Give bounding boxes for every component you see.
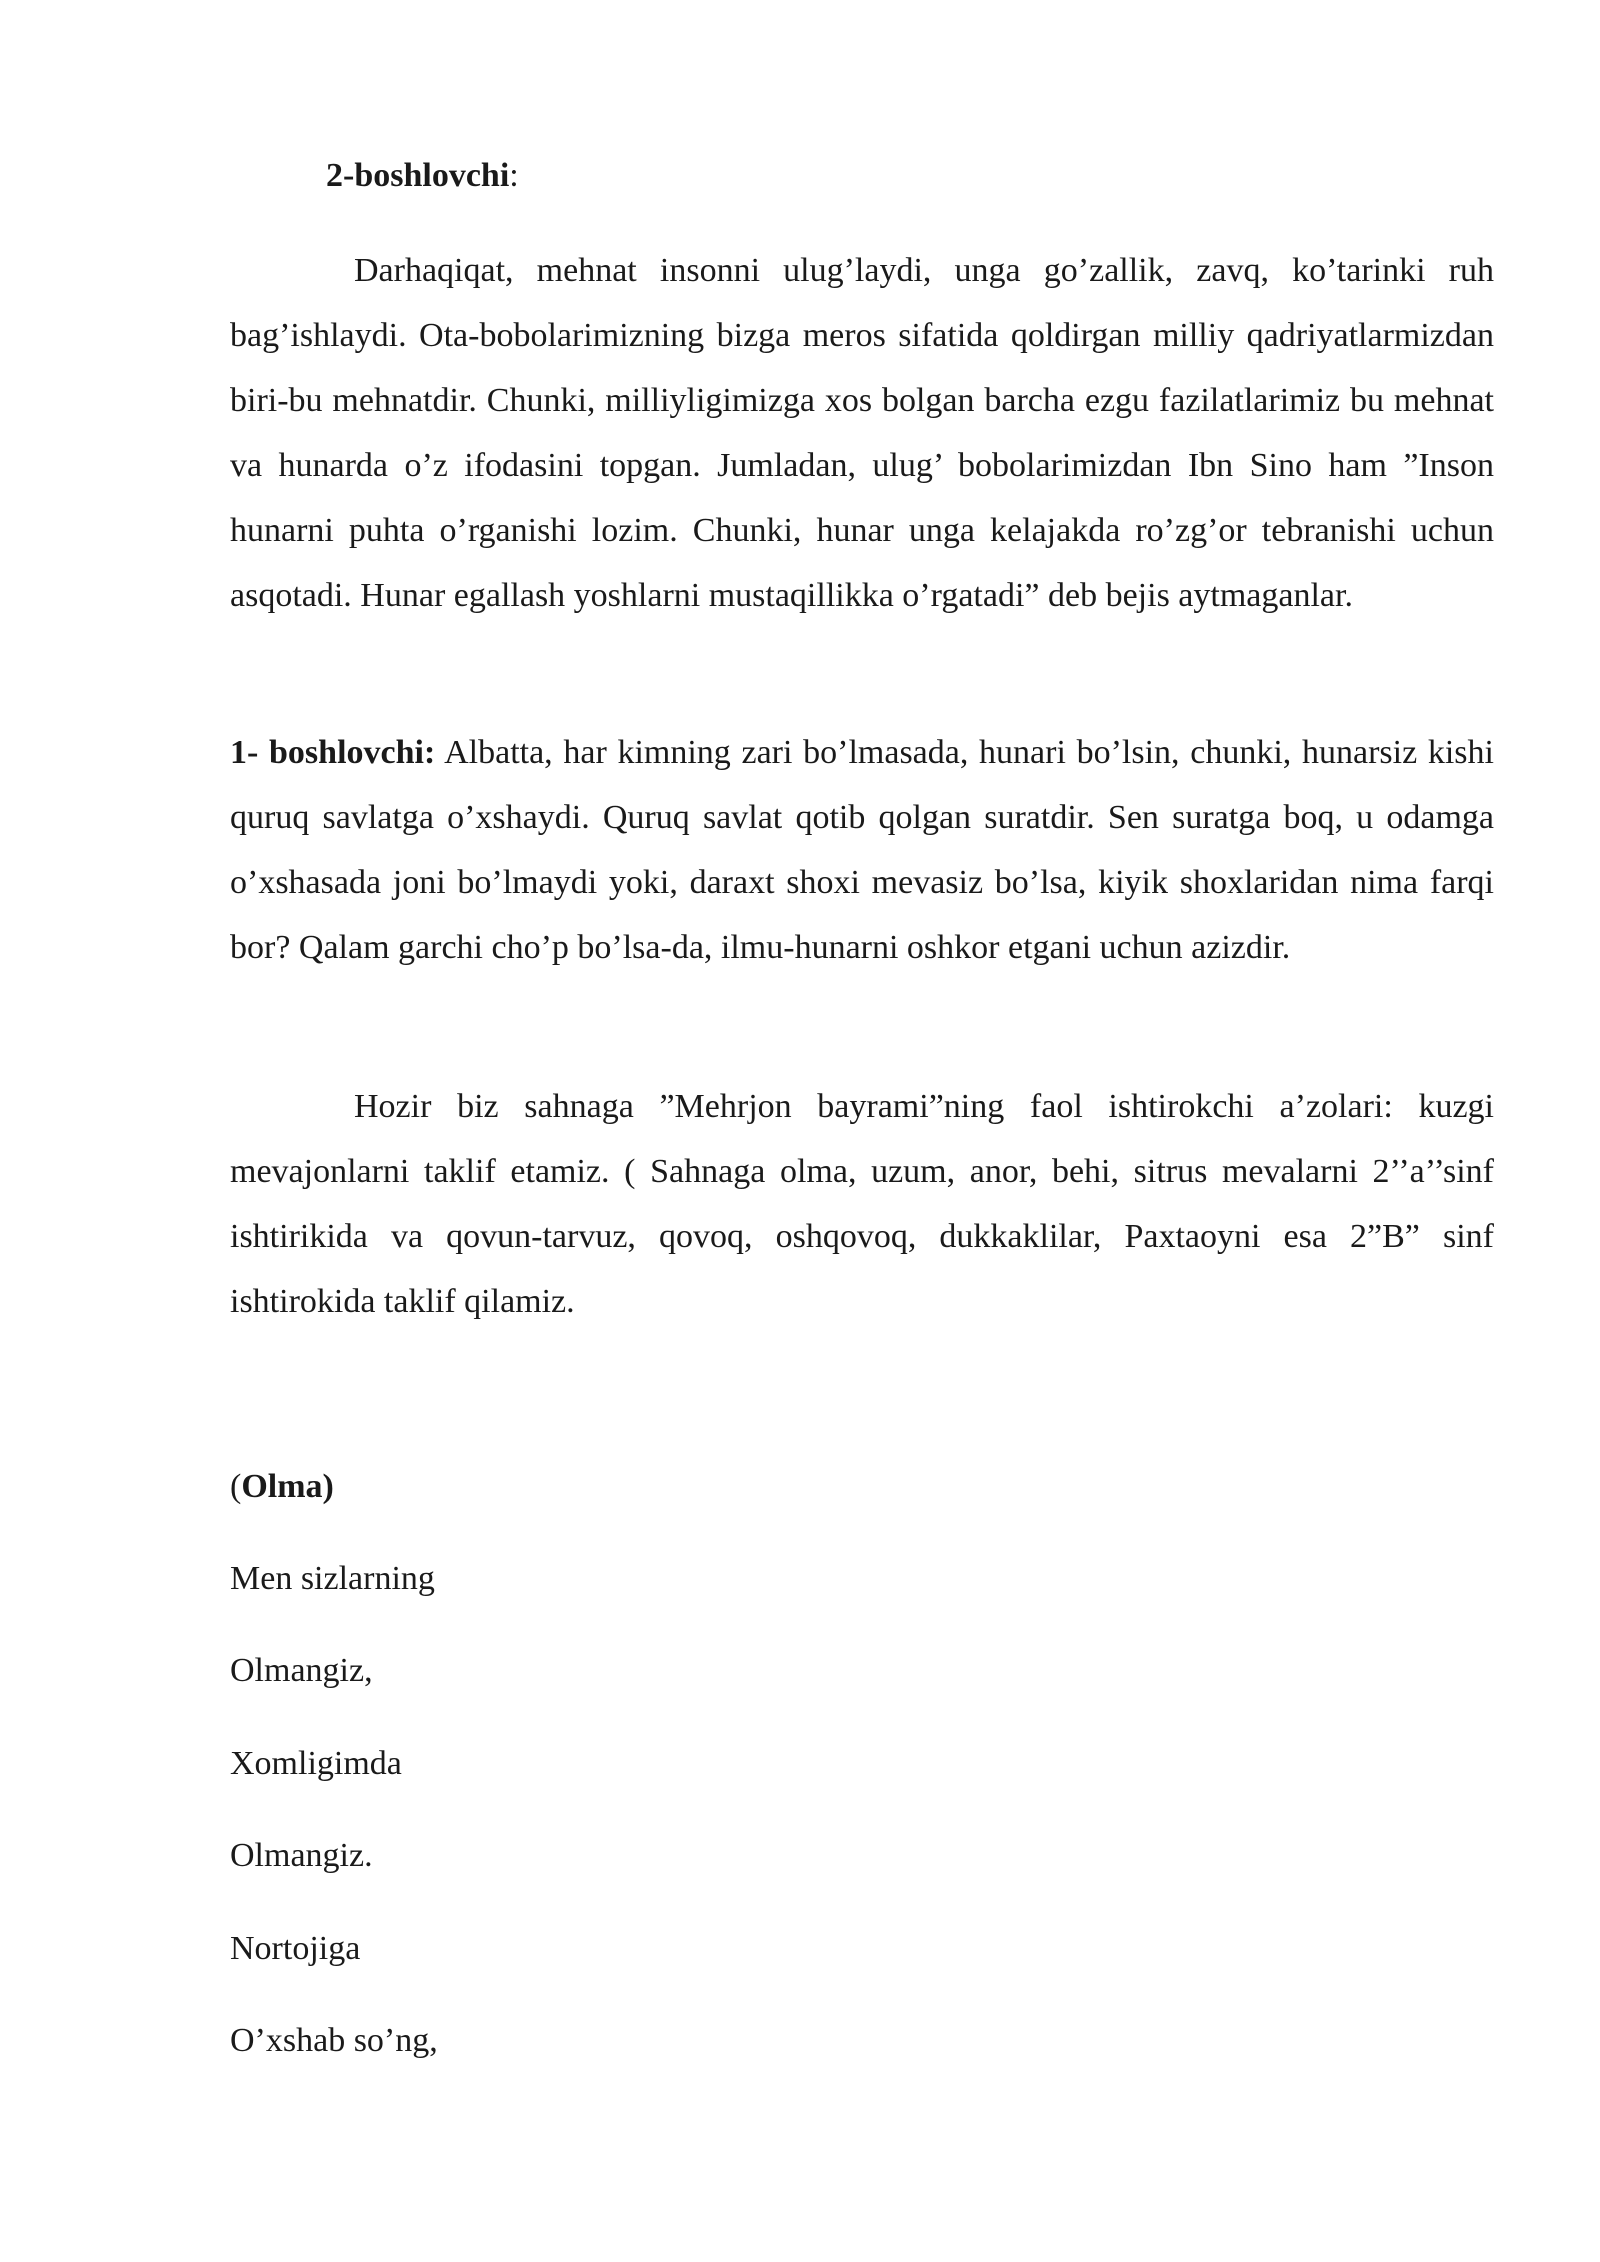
poem-line: Men sizlarning [230, 1560, 435, 1597]
paragraph-speaker-1 [230, 720, 1494, 980]
heading-colon: : [509, 157, 519, 194]
poem-title [230, 1454, 334, 1519]
speaker-heading-2 [326, 143, 519, 208]
poem-title-paren: ( [230, 1468, 242, 1505]
poem-line: O’xshab so’ng, [230, 2022, 438, 2059]
speaker-name: 2-boshlovchi [326, 157, 510, 194]
poem-line: Xomligimda [230, 1745, 402, 1782]
poem-line: Olmangiz, [230, 1652, 373, 1689]
paragraph-mehnat: Darhaqiqat, mehnat insonni ulug’laydi, unga go’zallik, zavq, ko’tarinki ruh bag’ishlaydi. Ota-bobolarimizning bizga meros sifatida qoldirgan milliy qadriyatlarmizdan biri-bu mehnatdir. Chunki, milliyligimizga xos bolgan barcha ezgu fazilatlarimiz bu mehnat va hunarda o’z ifodasini topgan. Jumladan, ulug’ bobolarimizdan Ibn Sino ham ”Inson hunarni puhta o’rganishi lozim. Chunki, hunar unga kelajakda ro’zg’or tebranishi uchun asqotadi. Hunar egallash yoshlarni mustaqillikka o’rgatadi” deb bejis aytmaganlar. [230, 252, 1494, 614]
poem-title-text: Olma) [241, 1468, 334, 1505]
poem-line: Olmangiz. [230, 1837, 373, 1874]
paragraph-mehrjon: Hozir biz sahnaga ”Mehrjon bayrami”ning faol ishtirokchi a’zolari: kuzgi mevajonlarni taklif etamiz. ( Sahnaga olma, uzum, anor, behi, sitrus mevalarni 2’’a’’sinf ishtirikida va qovun-tarvuz, qovoq, oshqovoq, dukkaklilar, Paxtaoyni esa 2”B” sinf ishtirokida taklif qilamiz. [230, 1088, 1494, 1320]
speaker-1-label: 1- boshlovchi: [230, 734, 436, 771]
speaker-1-text: Albatta, har kimning zari bo’lmasada, hunari bo’lsin, chunki, hunarsiz kishi quruq savlatga o’xshaydi. Quruq savlat qotib qolgan suratdir. Sen suratga boq, u odamga o’xshasada joni bo’lmaydi yoki, daraxt shoxi mevasiz bo’lsa, kiyik shoxlaridan nima farqi bor? Qalam garchi cho’p bo’lsa-da, ilmu-hunarni oshkor etgani uchun azizdir. [230, 734, 1494, 966]
poem-line: Nortojiga [230, 1930, 361, 1967]
